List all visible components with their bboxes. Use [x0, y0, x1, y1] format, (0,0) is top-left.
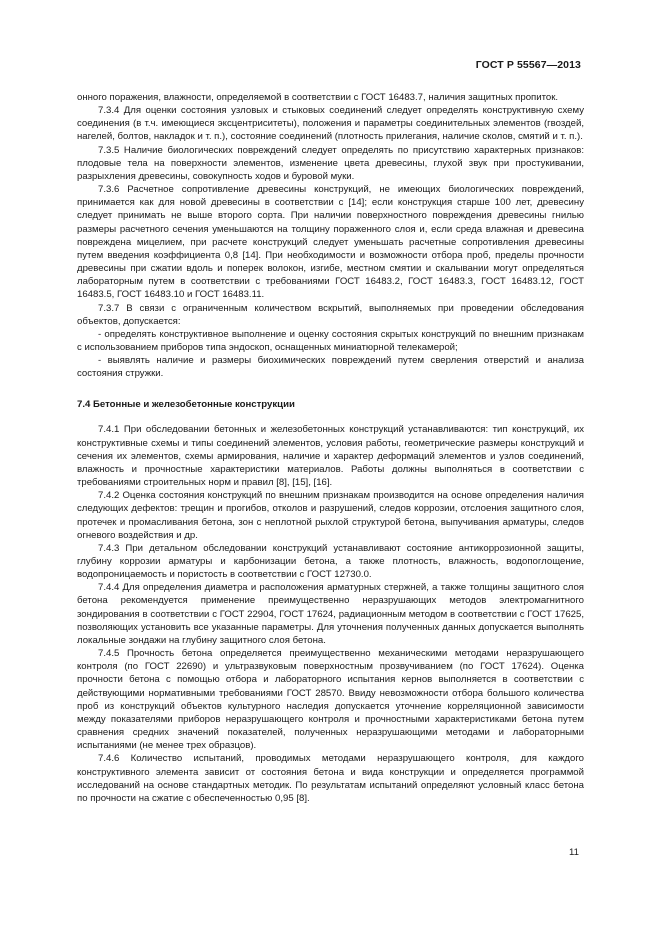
- paragraph-7-4-5: 7.4.5 Прочность бетона определяется преимущественно механическими методами неразрушающего контроля (по ГОСТ 22690) и ультразвуковым поверхностным прозвучиванием (по ГОСТ 17624). Оценка прочности бетона с помощью отбора и лабораторного испытания кернов выполняется в соответствии с действующими нормативными требованиями ГОСТ 28570. Ввиду невозможности отбора большого количества проб из конструкций объектов культурного наследия допускается уточнение корреляционной зависимости между показателями приборов неразрушающего контроля и прочностными характеристиками бетона путем сравнения средних значений показателей, полученных неразрушающими методами и лабораторными испытаниями (не менее трех образцов).: [77, 648, 584, 752]
- document-id-header: ГОСТ Р 55567—2013: [475, 59, 581, 71]
- paragraph-7-4-3: 7.4.3 При детальном обследовании конструкций устанавливают состояние антикоррозионной защиты, глубину коррозии арматуры и карбонизации бетона, а также плотность, влажность, водопоглощение, водопроницаемость и пористость в соответствии с ГОСТ 12730.0.: [77, 542, 584, 581]
- paragraph-continuation: онного поражения, влажности, определяемой в соответствии с ГОСТ 16483.7, наличия защитных пропиток.: [77, 92, 559, 103]
- paragraph-7-3-7: 7.3.7 В связи с ограниченным количеством вскрытий, выполняемых при проведении обследования объектов, допускается:: [77, 302, 584, 327]
- paragraph-7-3-6: 7.3.6 Расчетное сопротивление древесины конструкций, не имеющих биологических повреждений, принимается как для новой древесины в соответствии с [14]; если конструкция старше 100 лет, древесину следует принимать не выше второго сорта. При наличии поверхностного повреждения древесины гнилью размеры расчетного сечения уменьшаются на толщину пораженного слоя и, если среда влажная и древесина повреждена мицелием, при расчете конструкций следует уменьшать расчетные сопротивления древесины путем введения коэффициента 0,8 [14]. При необходимости и возможности отбора проб, пределы прочности древесины при сжатии вдоль и поперек волокон, изгибе, местном смятии и скалывании могут определяться лабораторным путем в соответствии с требованиями ГОСТ 16483.2, ГОСТ 16483.3, ГОСТ 16483.12, ГОСТ 16483.5, ГОСТ 16483.10 и ГОСТ 16483.11.: [77, 184, 584, 301]
- paragraph-7-4-1: 7.4.1 При обследовании бетонных и железобетонных конструкций устанавливаются: тип конструкций, их конструктивные схемы и типы соединений элементов, условия работы, геометрические размеры конструкций и сечения их элементов, схемы армирования, наличие и характер деформаций элементов и узлов соединений, влажность и прочностные характеристики материалов. Работы должны выполняться в соответствии с требованиями строительных норм и правил [8], [15], [16].: [77, 424, 584, 489]
- page-number: 11: [569, 847, 579, 858]
- paragraph-7-4-6: 7.4.6 Количество испытаний, проводимых методами неразрушающего контроля, для каждого конструктивного элемента зависит от состояния бетона и вида конструкции и определяется программой исследований на основе стандартных методик. По результатам испытаний определяют условный класс бетона по прочности на сжатие с обеспеченностью 0,95 [8].: [77, 753, 584, 804]
- paragraph-7-3-5: 7.3.5 Наличие биологических повреждений следует определять по присутствию характерных признаков: плодовые тела на поверхности элементов, изменение цвета древесины, глухой звук при простукивании, разрыхления древесины, совокупность ходов и буровой муки.: [77, 144, 584, 182]
- paragraph-7-4-4: 7.4.4 Для определения диаметра и расположения арматурных стержней, а также толщины защитного слоя бетона рекомендуется применение преимущественно неразрушающих методов электромагнитного зондирования в соответствии с ГОСТ 22904, ГОСТ 17624, радиационным методом в соответствии с ГОСТ 17625, позволяющих установить все указанные параметры. Для уточнения полученных данных допускается выполнять локальные зондажи на глубину защитного слоя бетона.: [77, 582, 584, 646]
- paragraph-7-4-2: 7.4.2 Оценка состояния конструкций по внешним признакам производится на основе определения наличия следующих дефектов: трещин и прогибов, отколов и разрушений, следов коррозии, отслоения защитного слоя, протечек и промасливания бетона, зон с неплотной рыхлой структурой бетона, выпучивания арматуры, следов огневого воздействия и др.: [77, 490, 584, 541]
- paragraph-7-3-4: 7.3.4 Для оценки состояния узловых и стыковых соединений следует определять конструктивную схему соединения (в т.ч. имеющиеся эксцентриситеты), положения и параметры соединительных элементов (гвоздей, нагелей, болтов, накладок и т. п.), состояние соединений (плотность прилегания, наличие сколов, смятий и т. п.).: [77, 105, 584, 143]
- section-heading-7-4: 7.4 Бетонные и железобетонные конструкции: [77, 399, 295, 411]
- list-item-drilling: - выявлять наличие и размеры биохимических повреждений путем сверления отверстий и анализа состояния стружки.: [77, 355, 584, 380]
- list-item-endoscope: - определять конструктивное выполнение и оценку состояния скрытых конструкций по внешним признакам с использованием приборов типа эндоскоп, оснащенных миниатюрной телекамерой;: [77, 328, 584, 353]
- body-text: [77, 91, 584, 805]
